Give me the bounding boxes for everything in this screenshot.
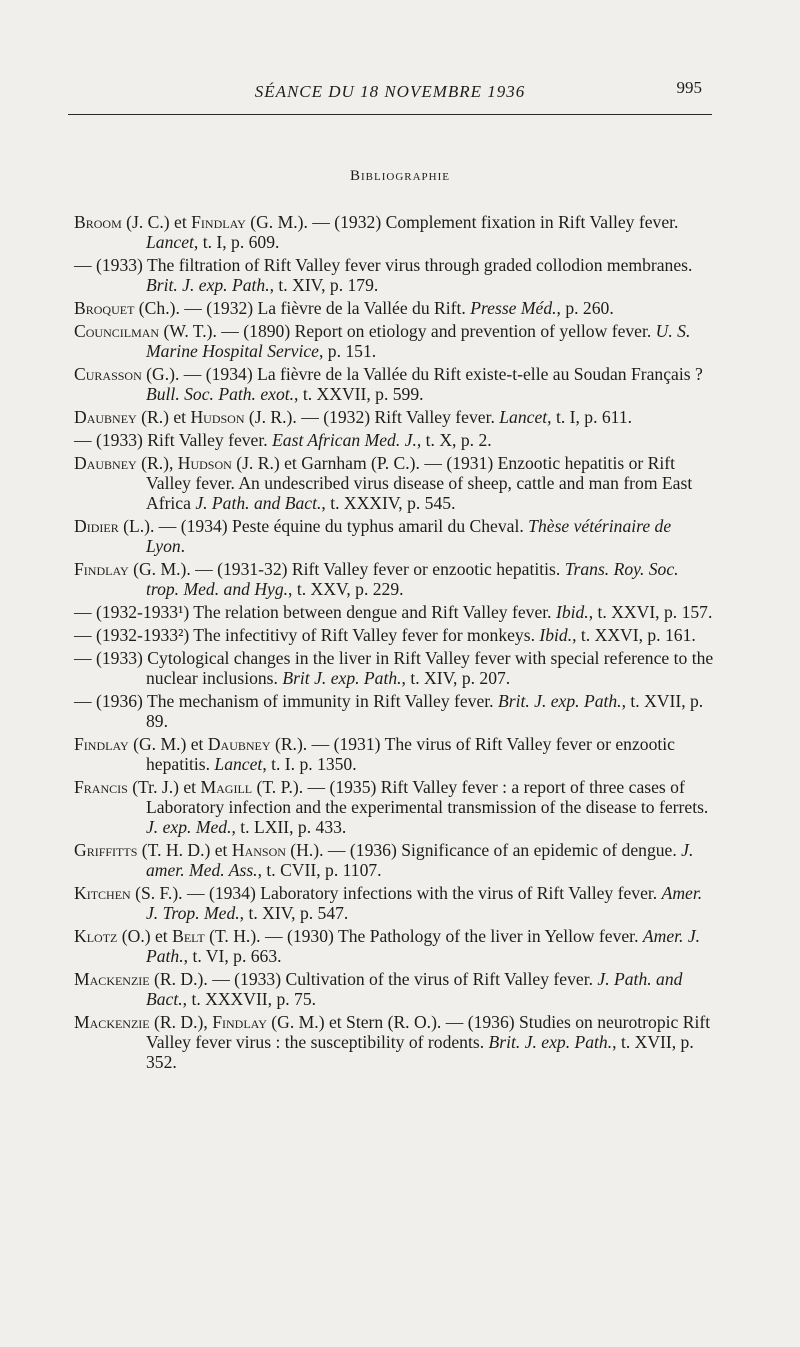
entry-text: (O.) et <box>117 926 173 946</box>
journal-title: Lancet <box>146 232 194 252</box>
journal-title: J. amer. Med. Ass. <box>146 840 694 880</box>
journal-title: Trans. Roy. Soc. trop. Med. and Hyg. <box>146 559 679 599</box>
entry-citation: , t. XIV, p. 207. <box>401 668 511 688</box>
bibliography-entry <box>74 969 714 1009</box>
entry-text: (R.). — (1931) The virus of Rift Valley fever or enzootic hepatitis. <box>146 734 675 774</box>
journal-title: Ibid. <box>539 625 573 645</box>
entry-citation: . <box>180 536 186 556</box>
author-name: Klotz <box>74 926 118 946</box>
bibliography-entry <box>74 559 714 599</box>
entry-text: (J. C.) et <box>121 212 192 232</box>
bibliography-entry <box>74 407 714 427</box>
entry-text: (R. D.). — (1933) Cultivation of the virus of Rift Valley fever. <box>149 969 598 989</box>
journal-title: Ibid. <box>555 602 589 622</box>
journal-title: Brit. J. exp. Path. <box>146 275 270 295</box>
journal-title: J. exp. Med. <box>146 817 232 837</box>
entry-text: (Tr. J.) et <box>127 777 201 797</box>
coauthor-name: Hudson <box>190 407 245 427</box>
coauthor-name: Hanson <box>231 840 286 860</box>
entry-citation: , t. I. p. 1350. <box>262 754 357 774</box>
entry-citation: , t. VI, p. 663. <box>183 946 282 966</box>
entry-text: — (1936) The mechanism of immunity in Rift Valley fever. <box>74 691 498 711</box>
coauthor-name: Findlay <box>191 212 246 232</box>
entry-citation: , t. XXVI, p. 161. <box>572 625 696 645</box>
bibliography-entry <box>74 625 714 645</box>
journal-title: Brit. J. exp. Path. <box>488 1032 613 1052</box>
author-name: Daubney <box>74 407 137 427</box>
entry-text: (Ch.). — (1932) La fièvre de la Vallée du Rift. <box>134 298 471 318</box>
entry-text: (G. M.) et <box>128 734 208 754</box>
entry-text: (S. F.). — (1934) Laboratory infections with the virus of Rift Valley fever. <box>130 883 662 903</box>
coauthor-name: Magill <box>200 777 253 797</box>
entry-citation: , t. XIV, p. 179. <box>269 275 379 295</box>
journal-title: Amer. J. Trop. Med. <box>146 883 703 923</box>
coauthor-name: Daubney <box>207 734 271 754</box>
entry-text: (R.), <box>136 453 178 473</box>
bibliography-entry <box>74 453 714 513</box>
bibliography-entry <box>74 298 714 318</box>
journal-title: J. Path. and Bact. <box>146 969 683 1009</box>
journal-title: Lancet <box>499 407 548 427</box>
journal-title: J. Path. and Bact. <box>195 493 322 513</box>
bibliography-entry <box>74 321 714 361</box>
author-name: Mackenzie <box>74 969 150 989</box>
author-name: Kitchen <box>74 883 131 903</box>
entry-text: (T. H. D.) et <box>137 840 232 860</box>
author-name: Curasson <box>74 364 142 384</box>
section-title: Bibliographie <box>350 168 450 184</box>
entry-citation: , t. XIV, p. 547. <box>239 903 349 923</box>
author-name: Broom <box>74 212 122 232</box>
entry-citation: , t. XVII, p. 352. <box>146 1032 694 1072</box>
journal-title: East African Med. J. <box>272 430 417 450</box>
bibliography-entry <box>74 255 714 295</box>
author-name: Findlay <box>74 734 129 754</box>
author-name: Didier <box>74 516 119 536</box>
bibliography-entry <box>74 516 714 556</box>
entry-text: — (1933) Cytological changes in the liver in Rift Valley fever with special reference to the nuclear inclusions. <box>74 648 714 688</box>
entry-citation: , t. I, p. 611. <box>547 407 633 427</box>
entry-text: (R.) et <box>136 407 191 427</box>
entry-text: — (1933) The filtration of Rift Valley fever virus through graded collodion membranes. <box>74 255 693 275</box>
entry-text: (L.). — (1934) Peste équine du typhus amaril du Cheval. <box>118 516 529 536</box>
entry-citation: , t. I, p. 609. <box>193 232 280 252</box>
entry-text: (G. M.). — (1931-32) Rift Valley fever or enzootic hepatitis. <box>128 559 565 579</box>
journal-title: Presse Méd. <box>470 298 557 318</box>
journal-title: Thèse vétérinaire de Lyon <box>146 516 672 556</box>
running-title: SÉANCE DU 18 NOVEMBRE 1936 <box>254 82 526 101</box>
bibliography-entry <box>74 364 714 404</box>
bibliography-entry <box>74 840 714 880</box>
entry-citation: , t. XXXVII, p. 75. <box>182 989 317 1009</box>
entry-text: (G. M.). — (1932) Complement fixation in Rift Valley fever. <box>245 212 679 232</box>
entry-text: — (1932-1933²) The infectitivy of Rift Valley fever for monkeys. <box>74 625 540 645</box>
journal-title: Brit J. exp. Path. <box>282 668 402 688</box>
entry-citation: , t. XVII, p. 89. <box>146 691 704 731</box>
author-name: Francis <box>74 777 128 797</box>
coauthor-name: Findlay <box>212 1012 267 1032</box>
entry-text: (R. D.), <box>149 1012 213 1032</box>
journal-title: Brit. J. exp. Path. <box>497 691 622 711</box>
author-name: Griffitts <box>74 840 138 860</box>
author-name: Councilman <box>74 321 160 341</box>
entry-citation: , t. XXXIV, p. 545. <box>321 493 456 513</box>
entry-text: (J. R.) et Garnham (P. C.). — (1931) Enzootic hepatitis or Rift Valley fever. An undescribed virus disease of sheep, cattle and man from East Africa <box>146 453 693 513</box>
journal-title: U. S. Marine Hospital Service <box>146 321 691 361</box>
entry-text: (G. M.) et Stern (R. O.). — (1936) Studies on neurotropic Rift Valley fever virus : the susceptibility of rodents. <box>146 1012 711 1052</box>
entry-citation: , t. XXV, p. 229. <box>288 579 404 599</box>
entry-citation: , t. CVII, p. 1107. <box>257 860 382 880</box>
page-number: 995 <box>676 78 702 97</box>
bibliography-list <box>74 212 714 1075</box>
entry-text: — (1933) Rift Valley fever. <box>74 430 273 450</box>
bibliography-entry <box>74 430 714 450</box>
bibliography-entry <box>74 926 714 966</box>
header-rule <box>68 114 712 115</box>
entry-citation: , t. LXII, p. 433. <box>231 817 347 837</box>
bibliography-entry <box>74 734 714 774</box>
journal-title: Lancet <box>214 754 263 774</box>
entry-text: (T. H.). — (1930) The Pathology of the liver in Yellow fever. <box>204 926 643 946</box>
journal-title: Bull. Soc. Path. exot. <box>146 384 295 404</box>
entry-text: (G.). — (1934) La fièvre de la Vallée du Rift existe-t-elle au Soudan Français ? <box>141 364 703 384</box>
entry-citation: , t. XXVI, p. 157. <box>588 602 713 622</box>
entry-text: — (1932-1933¹) The relation between dengue and Rift Valley fever. <box>74 602 556 622</box>
bibliography-entry <box>74 883 714 923</box>
author-name: Daubney <box>74 453 137 473</box>
entry-text: (W. T.). — (1890) Report on etiology and prevention of yellow fever. <box>159 321 656 341</box>
bibliography-entry <box>74 602 714 622</box>
entry-citation: , p. 260. <box>556 298 614 318</box>
coauthor-name: Belt <box>172 926 205 946</box>
entry-citation: , t. XXVII, p. 599. <box>294 384 424 404</box>
journal-title: Amer. J. Path. <box>146 926 701 966</box>
bibliography-entry <box>74 1012 714 1072</box>
running-head <box>70 78 710 108</box>
bibliography-entry <box>74 777 714 837</box>
entry-text: (J. R.). — (1932) Rift Valley fever. <box>244 407 500 427</box>
coauthor-name: Hudson <box>177 453 232 473</box>
entry-citation: , p. 151. <box>318 341 377 361</box>
author-name: Findlay <box>74 559 129 579</box>
entry-citation: , t. X, p. 2. <box>416 430 492 450</box>
entry-text: (H.). — (1936) Significance of an epidemic of dengue. <box>285 840 682 860</box>
entry-text: (T. P.). — (1935) Rift Valley fever : a report of three cases of Laboratory infection and the experimental transmission of the disease to ferrets. <box>146 777 709 817</box>
bibliography-entry <box>74 212 714 252</box>
author-name: Mackenzie <box>74 1012 150 1032</box>
bibliography-entry <box>74 648 714 688</box>
bibliography-entry <box>74 691 714 731</box>
author-name: Broquet <box>74 298 135 318</box>
